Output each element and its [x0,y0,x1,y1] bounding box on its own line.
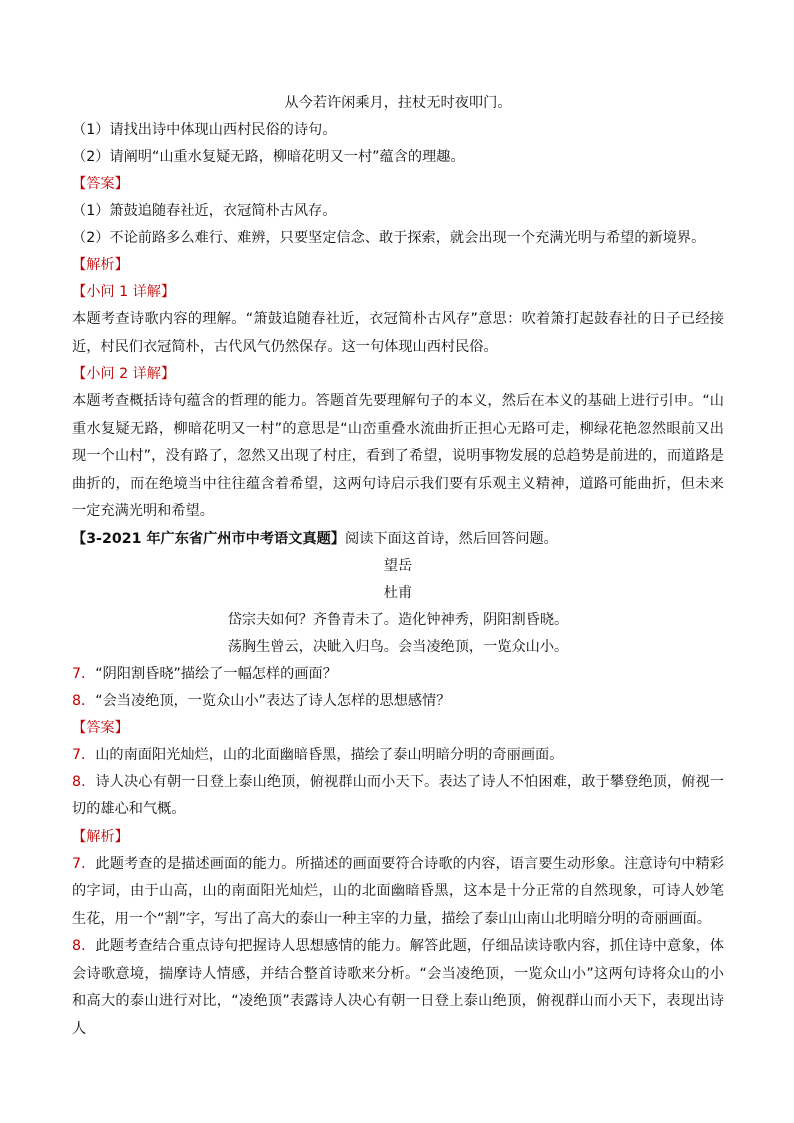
question-7-text: “阴阳割昏晓”描绘了一幅怎样的画面？ [95,665,337,682]
poem-last-line: 从今若许闲乘月，拄杖无时夜叩门。 [284,95,512,111]
explanation-8-text: 此题考查结合重点诗句把握诗人思想感情的能力。解答此题，仔细品读诗歌内容，抓住诗中意象，体会诗歌意境，揣摩诗人情感，并结合整首诗歌来分析。“会当凌绝顶，一览众山小”这两句诗将众山的小和高大的泰山进行对比，“凌绝顶”表露诗人决心有朝一日登上泰山绝顶，俯视群山而小天下，表现出诗人 [72,938,724,1037]
poem-author: 杜甫 [383,584,413,601]
poem-line-1: 岱宗夫如何？齐鲁青未了。造化钟神秀，阴阳割昏晓。 [227,611,569,628]
analysis-tag: 【解析】 [72,257,129,273]
question-7 [72,661,724,688]
explanation-7 [72,851,724,934]
section-heading-line [72,526,724,553]
question-8-number: 8． [72,692,96,709]
explanation-8-number: 8． [72,938,96,954]
answer-7-number: 7． [72,746,96,763]
question-7-number: 7． [72,665,96,682]
sub-question-1-tag: 【小问 1 详解】 [72,284,176,300]
question-8 [72,688,724,715]
answer-1: （1）箫鼓追随春社近，衣冠简朴古风存。 [72,203,337,219]
document-page [72,90,724,1043]
answer-8-text: 诗人决心有朝一日登上泰山绝顶，俯视群山而小天下。表达了诗人不怕困难，敢于攀登绝顶，俯视一切的雄心和气概。 [72,773,724,817]
explanation-7-text: 此题考查的是描述画面的能力。所描述的画面要符合诗歌的内容，语言要生动形象。注意诗句中精彩的字词，由于山高，山的南面阳光灿烂，山的北面幽暗昏黑，这本是十分正常的自然现象，可诗人妙笔生花，用一个“割”字，写出了高大的泰山一种主宰的力量，描绘了泰山山南山北明暗分明的奇丽画面。 [72,855,724,927]
question-2: （2）请阐明“山重水复疑无路，柳暗花明又一村”蕴含的理趣。 [72,149,465,165]
explanation-7-number: 7． [72,855,96,872]
question-1: （1）请找出诗中体现山西村民俗的诗句。 [72,122,337,138]
poem-line-2: 荡胸生曾云，决眦入归鸟。会当凌绝顶，一览众山小。 [227,638,569,655]
sub-question-1-text: 本题考查诗歌内容的理解。“箫鼓追随春社近，衣冠简朴古风存”意思：吹着箫打起鼓春社的日子已经接近，村民们衣冠简朴，古代风气仍然保存。这一句体现山西村民俗。 [72,311,724,355]
answer-8 [72,769,724,824]
section-intro: 阅读下面这首诗，然后回答问题。 [345,530,558,547]
answer-7 [72,742,724,769]
explanation-8 [72,933,724,1043]
answer-8-number: 8． [72,773,96,790]
sub-question-2-text: 本题考查概括诗句蕴含的哲理的能力。答题首先要理解句子的本义，然后在本义的基础上进行引申。“山重水复疑无路，柳暗花明又一村”的意思是“山峦重叠水流曲折正担心无路可走，柳绿花艳忽然眼前又出现一个山村”，没有路了，忽然又出现了村庄，看到了希望，说明事物发展的总趋势是前进的，而道路是曲折的，而在绝境当中往往蕴含着希望，这两句诗启示我们要有乐观主义精神，道路可能曲折，但未来一定充满光明和希望。 [72,393,724,519]
answer-tag-2: 【答案】 [72,719,129,736]
analysis-tag-2: 【解析】 [72,828,129,845]
question-8-text: “会当凌绝顶，一览众山小”表达了诗人怎样的思想感情？ [95,692,451,709]
section-heading: 【3-2021 年广东省广州市中考语文真题】 [72,530,345,547]
sub-question-2-tag: 【小问 2 详解】 [72,366,176,382]
answer-2: （2）不论前路多么难行、难辨，只要坚定信念、敢于探索，就会出现一个充满光明与希望的新境界。 [72,230,706,246]
answer-tag: 【答案】 [72,176,129,192]
poem-title: 望岳 [383,557,413,574]
answer-7-text: 山的南面阳光灿烂，山的北面幽暗昏黑，描绘了泰山明暗分明的奇丽画面。 [95,746,564,763]
